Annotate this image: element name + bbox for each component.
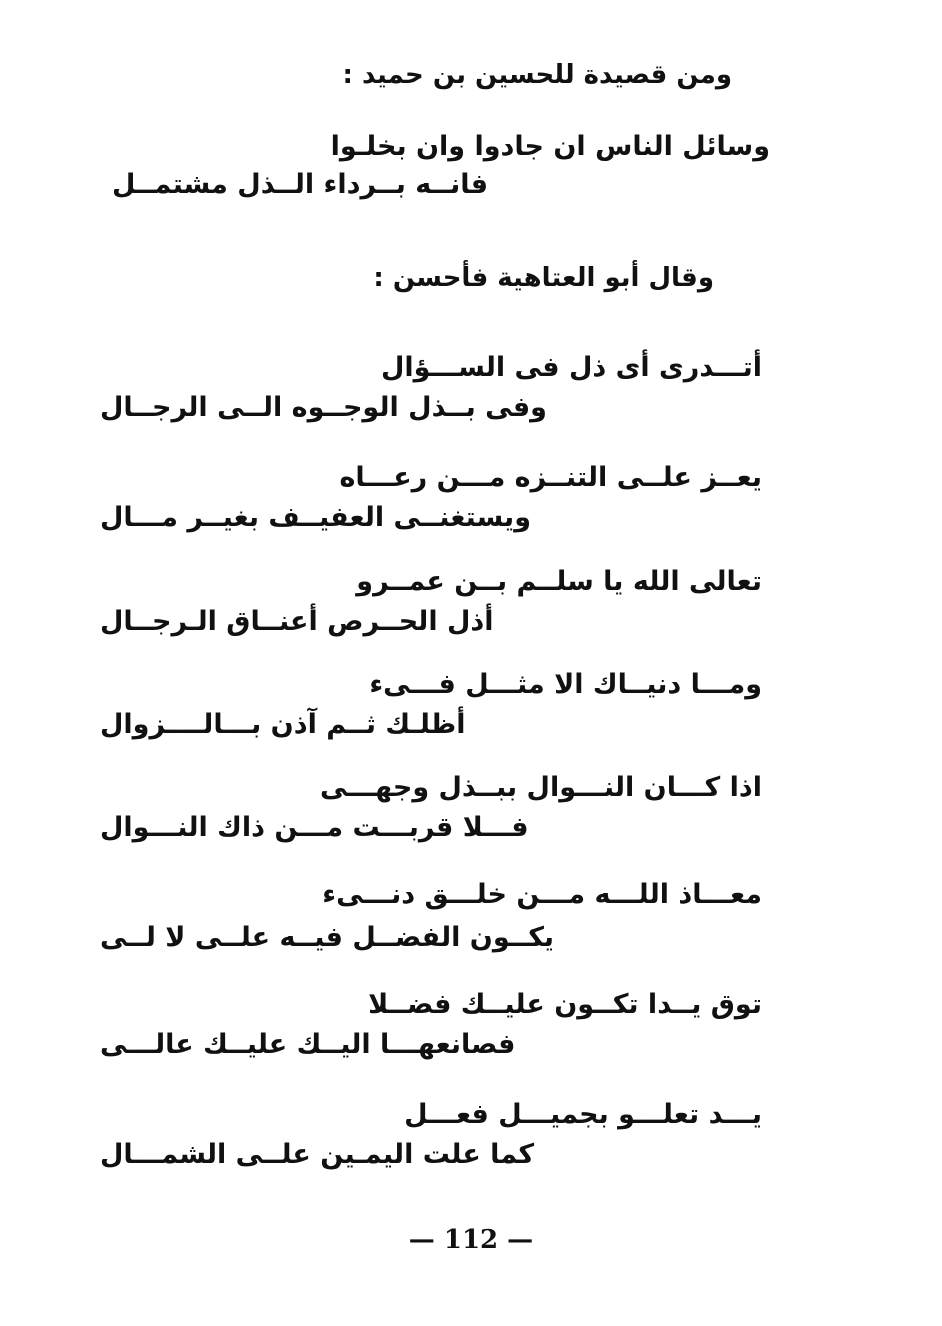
verse-second-hemistich: فانــه بــرداء الــذل مشتمــل (112, 169, 489, 200)
page-number: — 112 — (408, 1225, 534, 1255)
verse-second-hemistich: ويستغنــى العفيــف بغيــر مـــال (100, 502, 531, 533)
verse-second-hemistich: أذل الحــرص أعنــاق الـرجــال (100, 606, 494, 637)
verse-first-hemistich: تعالى الله يا سلــم بــن عمــرو (356, 566, 762, 597)
verse-second-hemistich: كما علت اليمـين علــى الشمـــال (100, 1139, 535, 1170)
verse-first-hemistich: توق يــدا تكــون عليــك فضــلا (368, 989, 762, 1020)
verse-second-hemistich: فصانعهـــا اليــك عليــك عالـــى (100, 1029, 516, 1060)
verse-first-hemistich: ومـــا دنيــاك الا مثـــل فـــىء (369, 669, 762, 700)
verse-second-hemistich: يكــون الفضــل فيــه علــى لا لــى (100, 922, 555, 953)
verse-second-hemistich: وفى بــذل الوجــوه الــى الرجــال (100, 392, 547, 423)
verse-first-hemistich: اذا كـــان النـــوال ببــذل وجهـــى (320, 772, 762, 803)
verse-first-hemistich: يـــد تعلـــو بجميـــل فعـــل (404, 1099, 762, 1130)
verse-first-hemistich: وسائل الناس ان جادوا وان بخلـوا (330, 131, 770, 162)
verse-first-hemistich: أتـــدرى أى ذل فى الســـؤال (380, 352, 762, 383)
verse-first-hemistich: معـــاذ اللـــه مـــن خلـــق دنـــىء (322, 879, 762, 910)
intro-line-al-husayn: ومن قصيدة للحسين بن حميد : (342, 60, 732, 90)
verse-second-hemistich: أظلـك ثــم آذن بـــالــــزوال (100, 709, 466, 740)
verse-first-hemistich: يعــز علــى التنــزه مـــن رعـــاه (339, 462, 762, 493)
intro-line-abu-al-atahiya: وقال أبو العتاهية فأحسن : (373, 263, 714, 293)
verse-second-hemistich: فـــلا قربـــت مـــن ذاك النـــوال (100, 812, 529, 843)
